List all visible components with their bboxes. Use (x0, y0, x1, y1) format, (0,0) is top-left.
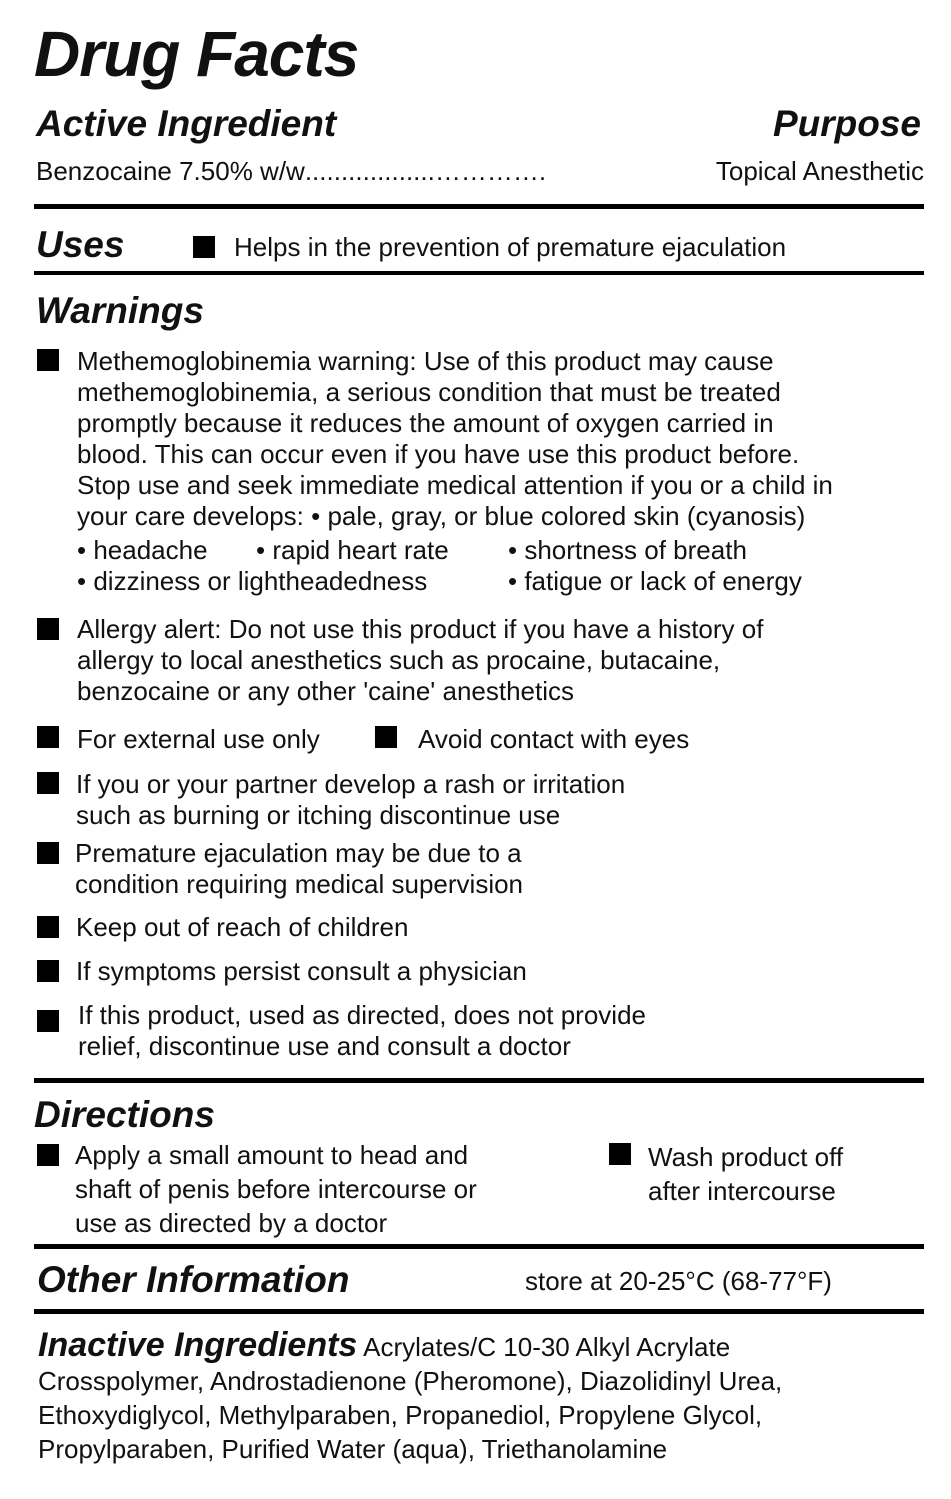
avoid-eyes-warning: Avoid contact with eyes (418, 724, 690, 754)
ingredient-line: Crosspolymer, Androstadienone (Pheromone), Diazolidinyl Urea, (38, 1366, 783, 1396)
warning-line: Allergy alert: Do not use this product if you have a history of (77, 614, 764, 644)
bullet-square-icon (37, 1144, 59, 1166)
warning-line: Premature ejaculation may be due to a (75, 838, 522, 868)
bullet-square-icon (37, 842, 59, 864)
bullet-square-icon (37, 618, 59, 640)
symptom-item: • dizziness or lightheadedness (77, 566, 428, 596)
bullet-square-icon (37, 349, 59, 371)
warning-line: Methemoglobinemia warning: Use of this product may cause (77, 346, 774, 376)
section-divider (34, 1078, 924, 1083)
children-warning: Keep out of reach of children (76, 912, 409, 942)
symptom-item: • shortness of breath (508, 535, 747, 565)
symptom-item: • fatigue or lack of energy (508, 566, 802, 596)
direction-line: Apply a small amount to head and (75, 1140, 469, 1170)
rash-warning (76, 769, 625, 831)
drug-facts-title: Drug Facts (34, 18, 359, 90)
wash-direction (648, 1140, 843, 1208)
ingredient-line: Propylparaben, Purified Water (aqua), Triethanolamine (38, 1434, 668, 1464)
symptom-item: • headache (77, 535, 208, 565)
uses-heading: Uses (36, 224, 125, 265)
warning-line: methemoglobinemia, a serious condition that must be treated (77, 377, 781, 407)
external-use-warning: For external use only (77, 724, 320, 754)
leader-dots: ..................…………. (304, 156, 547, 186)
warning-line: If this product, used as directed, does not provide (78, 1000, 647, 1030)
direction-line: use as directed by a doctor (75, 1208, 388, 1238)
inactive-ingredients-heading: Inactive Ingredients (38, 1326, 358, 1364)
direction-line: shaft of penis before intercourse or (75, 1174, 477, 1204)
bullet-square-icon (609, 1143, 631, 1165)
warning-line: benzocaine or any other 'caine' anesthetics (77, 676, 575, 706)
bullet-square-icon (37, 772, 59, 794)
warning-line: blood. This can occur even if you have use this product before. (77, 439, 800, 469)
warning-line: Stop use and seek immediate medical attention if you or a child in (77, 470, 833, 500)
inactive-ingredients (38, 1328, 782, 1466)
warning-line: your care develops: • pale, gray, or blue colored skin (cyanosis) (77, 501, 806, 531)
bullet-square-icon (37, 726, 59, 748)
direction-line: Wash product off (648, 1142, 844, 1172)
warning-line: If you or your partner develop a rash or irritation (76, 769, 626, 799)
premature-warning (75, 838, 523, 900)
ingredient-line: Ethoxydiglycol, Methylparaben, Propanediol, Propylene Glycol, (38, 1400, 763, 1430)
bullet-square-icon (37, 960, 59, 982)
warning-line: promptly because it reduces the amount of oxygen carried in (77, 408, 774, 438)
active-ingredient-purpose: Topical Anesthetic (715, 156, 924, 186)
section-divider (34, 204, 924, 209)
section-divider (34, 1309, 924, 1314)
inactive-ingredients-first-line (38, 1328, 782, 1364)
other-information-heading: Other Information (37, 1259, 350, 1300)
bullet-square-icon (193, 236, 215, 258)
directions-heading: Directions (34, 1094, 215, 1135)
storage-info: store at 20-25°C (68-77°F) (525, 1266, 832, 1296)
ingredient-line: Acrylates/C 10-30 Alkyl Acrylate (363, 1332, 731, 1362)
section-divider (34, 271, 924, 275)
warning-line: relief, discontinue use and consult a doctor (78, 1031, 571, 1061)
apply-direction (75, 1138, 477, 1240)
bullet-square-icon (37, 1010, 59, 1032)
warning-line: condition requiring medical supervision (75, 869, 524, 899)
direction-line: after intercourse (648, 1176, 836, 1206)
active-ingredient-heading: Active Ingredient (36, 103, 337, 144)
section-divider (34, 1244, 924, 1249)
bullet-square-icon (37, 916, 59, 938)
warning-line: such as burning or itching discontinue use (76, 800, 561, 830)
symptom-item: • rapid heart rate (256, 535, 449, 565)
active-ingredient-name: Benzocaine 7.50% w/w (36, 156, 305, 186)
active-ingredient-row (36, 156, 924, 187)
purpose-heading: Purpose (772, 103, 921, 144)
bullet-square-icon (375, 726, 397, 748)
warning-line: allergy to local anesthetics such as procaine, butacaine, (77, 645, 721, 675)
symptoms-persist-warning: If symptoms persist consult a physician (76, 956, 527, 986)
no-relief-warning (78, 1000, 646, 1062)
methemoglobinemia-warning (77, 346, 833, 532)
allergy-alert (77, 614, 763, 707)
warnings-heading: Warnings (36, 290, 204, 331)
uses-item: Helps in the prevention of premature ejaculation (234, 232, 787, 262)
